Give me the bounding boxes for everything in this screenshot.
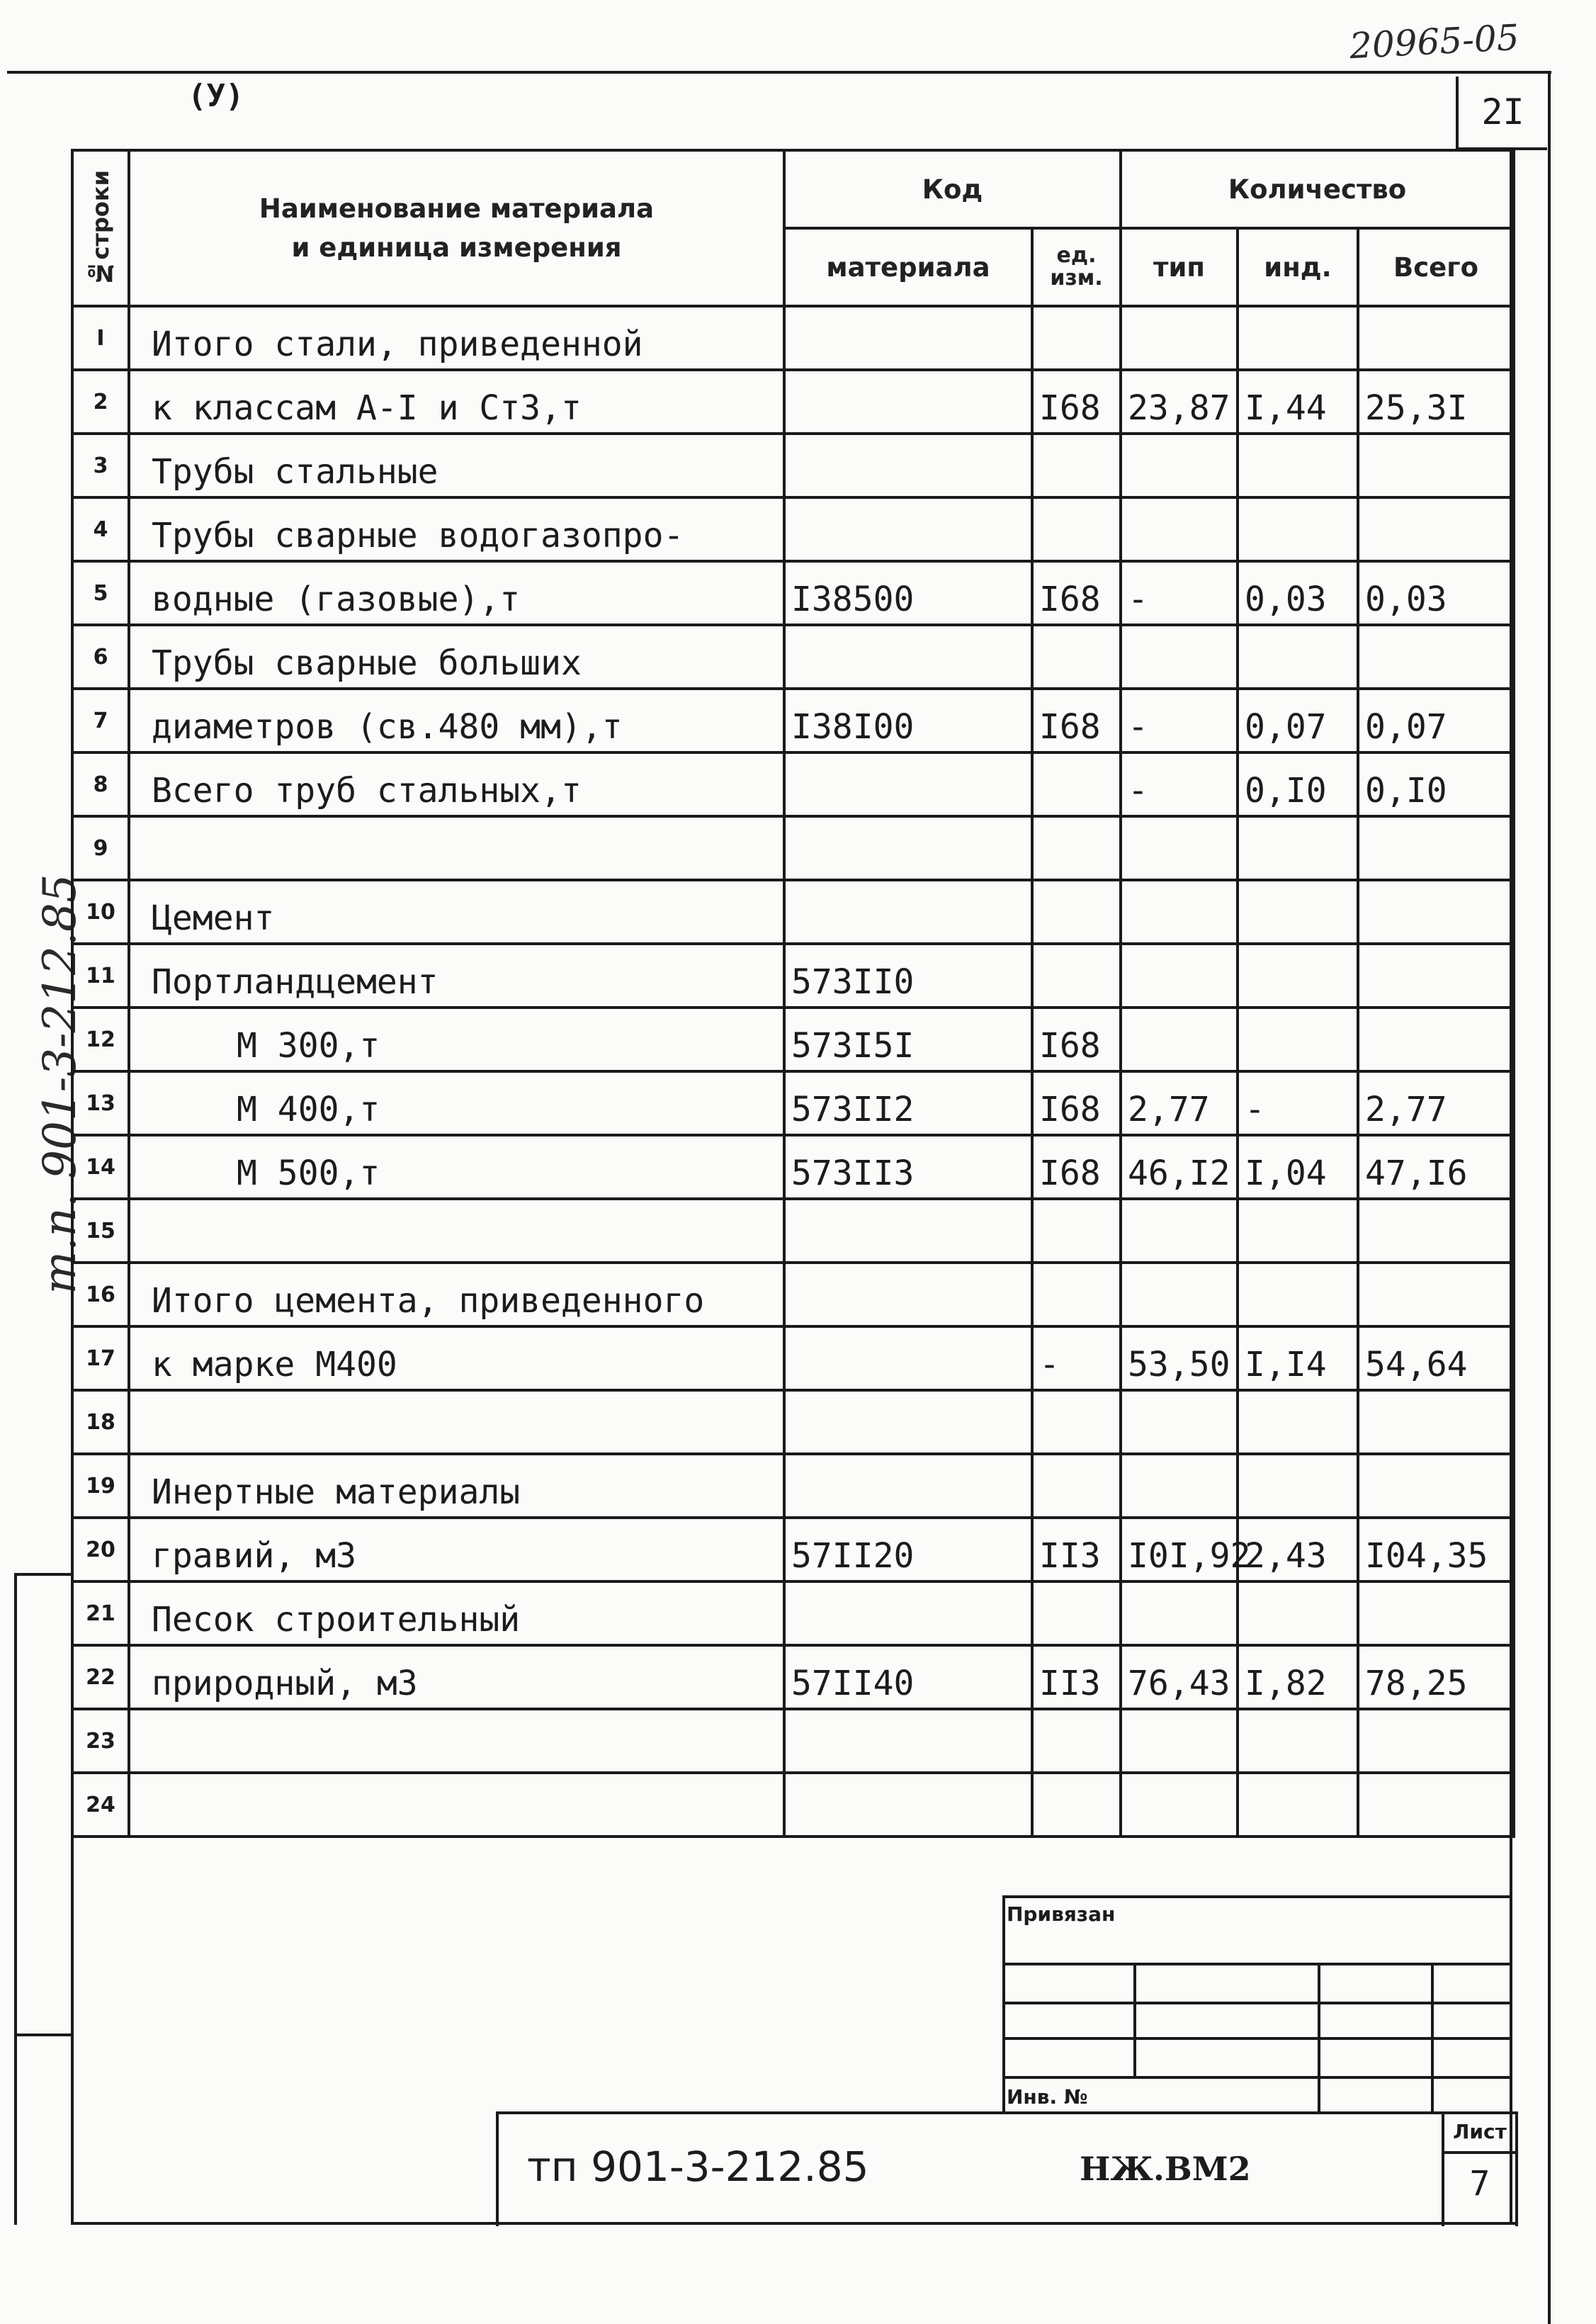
quantity-ind: I,44 — [1238, 370, 1358, 434]
material-name — [129, 1773, 784, 1837]
quantity-type: - — [1121, 689, 1238, 752]
quantity-total: 0,07 — [1358, 689, 1514, 752]
material-name: диаметров (св.480 мм),т — [129, 689, 784, 752]
material-name: к классам А-I и Ст3,т — [129, 370, 784, 434]
sheet-number: 7 — [1469, 2164, 1490, 2204]
quantity-total — [1358, 1263, 1514, 1326]
material-code — [784, 370, 1032, 434]
quantity-type — [1121, 880, 1238, 944]
quantity-type — [1121, 944, 1238, 1008]
unit-code — [1032, 625, 1121, 689]
unit-code: I68 — [1032, 1135, 1121, 1199]
row-number: 16 — [72, 1263, 129, 1326]
table-row — [72, 561, 1514, 625]
quantity-total — [1358, 1008, 1514, 1071]
unit-code — [1032, 1199, 1121, 1263]
material-code — [784, 1390, 1032, 1454]
header-unit: ед. изм. — [1032, 228, 1121, 306]
material-name: М 500,т — [129, 1135, 784, 1199]
quantity-type — [1121, 1008, 1238, 1071]
unit-code — [1032, 497, 1121, 561]
quantity-ind: 2,43 — [1238, 1518, 1358, 1581]
quantity-type — [1121, 1263, 1238, 1326]
row-number: 23 — [72, 1709, 129, 1773]
quantity-total: 54,64 — [1358, 1326, 1514, 1390]
quantity-total — [1358, 1199, 1514, 1263]
quantity-total — [1358, 497, 1514, 561]
quantity-ind — [1238, 944, 1358, 1008]
row-number: 15 — [72, 1199, 129, 1263]
quantity-total — [1358, 816, 1514, 880]
material-code — [784, 752, 1032, 816]
unit-code — [1032, 434, 1121, 497]
quantity-ind: 0,I0 — [1238, 752, 1358, 816]
unit-code — [1032, 880, 1121, 944]
project-number: тп 901-3-212.85 — [527, 2143, 869, 2191]
table-row — [72, 1454, 1514, 1518]
table-row — [72, 752, 1514, 816]
unit-code: I68 — [1032, 1008, 1121, 1071]
material-code — [784, 1454, 1032, 1518]
unit-code — [1032, 1581, 1121, 1645]
table-row — [72, 1645, 1514, 1709]
row-number: 13 — [72, 1071, 129, 1135]
margin-box-line — [14, 1573, 17, 2225]
material-name: гравий, м3 — [129, 1518, 784, 1581]
material-name — [129, 1390, 784, 1454]
quantity-type — [1121, 1773, 1238, 1837]
quantity-ind — [1238, 306, 1358, 370]
table-row — [72, 689, 1514, 752]
material-name: Итого стали, приведенной — [129, 306, 784, 370]
inventory-number-label: Инв. № — [1007, 2085, 1088, 2109]
unit-code — [1032, 816, 1121, 880]
material-name: Трубы стальные — [129, 434, 784, 497]
row-number: 21 — [72, 1581, 129, 1645]
quantity-ind — [1238, 1263, 1358, 1326]
material-code — [784, 625, 1032, 689]
quantity-total: 25,3I — [1358, 370, 1514, 434]
quantity-total — [1358, 434, 1514, 497]
table-row — [72, 1390, 1514, 1454]
material-name: к марке М400 — [129, 1326, 784, 1390]
quantity-ind: I,04 — [1238, 1135, 1358, 1199]
unit-code — [1032, 306, 1121, 370]
table-row — [72, 370, 1514, 434]
row-number: 8 — [72, 752, 129, 816]
header-quantity: Количество — [1121, 150, 1514, 228]
quantity-ind — [1238, 1390, 1358, 1454]
title-block — [496, 2111, 1518, 2226]
quantity-type: 76,43 — [1121, 1645, 1238, 1709]
quantity-total — [1358, 944, 1514, 1008]
row-number: 9 — [72, 816, 129, 880]
quantity-total — [1358, 1581, 1514, 1645]
row-number: 14 — [72, 1135, 129, 1199]
quantity-ind — [1238, 816, 1358, 880]
material-name: М 400,т — [129, 1071, 784, 1135]
table-row — [72, 1518, 1514, 1581]
material-code: 573II3 — [784, 1135, 1032, 1199]
quantity-total — [1358, 306, 1514, 370]
header-name — [129, 150, 784, 306]
quantity-type: 53,50 — [1121, 1326, 1238, 1390]
row-number: 2 — [72, 370, 129, 434]
table-row — [72, 1199, 1514, 1263]
material-code — [784, 434, 1032, 497]
quantity-total: 78,25 — [1358, 1645, 1514, 1709]
row-number: 12 — [72, 1008, 129, 1071]
quantity-ind — [1238, 880, 1358, 944]
table-row — [72, 1773, 1514, 1837]
material-code: 57II40 — [784, 1645, 1032, 1709]
table-row — [72, 434, 1514, 497]
margin-box-line — [14, 1573, 74, 1576]
quantity-type: 46,I2 — [1121, 1135, 1238, 1199]
binding-label: Привязан — [1007, 1902, 1116, 1926]
unit-code: II3 — [1032, 1645, 1121, 1709]
unit-code — [1032, 1709, 1121, 1773]
row-number: I — [72, 306, 129, 370]
header-name-line1: Наименование материала — [259, 193, 655, 224]
unit-code: I68 — [1032, 1071, 1121, 1135]
table-row — [72, 880, 1514, 944]
quantity-total — [1358, 625, 1514, 689]
quantity-total: I04,35 — [1358, 1518, 1514, 1581]
quantity-type — [1121, 1709, 1238, 1773]
row-number: 4 — [72, 497, 129, 561]
material-code — [784, 1199, 1032, 1263]
quantity-ind: 0,07 — [1238, 689, 1358, 752]
row-number: 19 — [72, 1454, 129, 1518]
marker-label: (У) — [188, 78, 244, 114]
material-code: I38I00 — [784, 689, 1032, 752]
row-number: 11 — [72, 944, 129, 1008]
row-number: 20 — [72, 1518, 129, 1581]
table-row — [72, 944, 1514, 1008]
row-number: 7 — [72, 689, 129, 752]
unit-code: I68 — [1032, 561, 1121, 625]
header-material: материала — [784, 228, 1032, 306]
material-code: I38500 — [784, 561, 1032, 625]
material-code — [784, 816, 1032, 880]
material-name — [129, 1199, 784, 1263]
material-code: 573I5I — [784, 1008, 1032, 1071]
binding-stamp — [1002, 1895, 1512, 2111]
material-name: Портландцемент — [129, 944, 784, 1008]
quantity-total — [1358, 1454, 1514, 1518]
quantity-type: 23,87 — [1121, 370, 1238, 434]
materials-table — [71, 149, 1515, 1838]
sheet-cell — [1442, 2114, 1515, 2226]
quantity-total — [1358, 1390, 1514, 1454]
quantity-type — [1121, 1581, 1238, 1645]
frame-right-line — [1548, 71, 1551, 2324]
quantity-type — [1121, 816, 1238, 880]
table-row — [72, 1008, 1514, 1071]
quantity-type — [1121, 497, 1238, 561]
unit-code: II3 — [1032, 1518, 1121, 1581]
margin-box-line — [14, 2034, 74, 2036]
quantity-total — [1358, 1709, 1514, 1773]
table-row — [72, 1263, 1514, 1326]
table-row — [72, 1581, 1514, 1645]
quantity-ind — [1238, 1199, 1358, 1263]
quantity-type — [1121, 1390, 1238, 1454]
material-name: Итого цемента, приведенного — [129, 1263, 784, 1326]
quantity-ind — [1238, 625, 1358, 689]
unit-code — [1032, 944, 1121, 1008]
row-number: 17 — [72, 1326, 129, 1390]
quantity-total: 0,03 — [1358, 561, 1514, 625]
material-name: Цемент — [129, 880, 784, 944]
material-name: Инертные материалы — [129, 1454, 784, 1518]
quantity-ind: I,82 — [1238, 1645, 1358, 1709]
material-name: Трубы сварные больших — [129, 625, 784, 689]
material-code — [784, 1773, 1032, 1837]
quantity-total — [1358, 1773, 1514, 1837]
material-name: Всего труб стальных,т — [129, 752, 784, 816]
header-row-no: №строки — [72, 150, 129, 306]
material-name: природный, м3 — [129, 1645, 784, 1709]
quantity-total — [1358, 880, 1514, 944]
unit-code — [1032, 1773, 1121, 1837]
table-row — [72, 816, 1514, 880]
quantity-ind: I,I4 — [1238, 1326, 1358, 1390]
material-name: Песок строительный — [129, 1581, 784, 1645]
material-code — [784, 1709, 1032, 1773]
unit-code — [1032, 752, 1121, 816]
material-code — [784, 880, 1032, 944]
quantity-type — [1121, 434, 1238, 497]
quantity-ind — [1238, 497, 1358, 561]
material-name: М 300,т — [129, 1008, 784, 1071]
unit-code: I68 — [1032, 689, 1121, 752]
unit-code — [1032, 1454, 1121, 1518]
row-number: 10 — [72, 880, 129, 944]
quantity-type — [1121, 625, 1238, 689]
material-code: 573II0 — [784, 944, 1032, 1008]
quantity-type — [1121, 1454, 1238, 1518]
document-code: НЖ.ВМ2 — [1080, 2150, 1251, 2188]
material-code: 57II20 — [784, 1518, 1032, 1581]
header-type: тип — [1121, 228, 1238, 306]
row-number: 24 — [72, 1773, 129, 1837]
material-name — [129, 1709, 784, 1773]
quantity-ind — [1238, 1773, 1358, 1837]
table-row — [72, 306, 1514, 370]
material-name — [129, 816, 784, 880]
material-name: Трубы сварные водогазопро- — [129, 497, 784, 561]
frame-top-line — [7, 71, 1551, 74]
header-total: Всего — [1358, 228, 1514, 306]
table-row — [72, 1326, 1514, 1390]
table-row — [72, 497, 1514, 561]
unit-code: - — [1032, 1326, 1121, 1390]
header-ind: инд. — [1238, 228, 1358, 306]
row-number: 6 — [72, 625, 129, 689]
quantity-type: - — [1121, 752, 1238, 816]
row-number: 18 — [72, 1390, 129, 1454]
quantity-total: 2,77 — [1358, 1071, 1514, 1135]
quantity-type — [1121, 1199, 1238, 1263]
side-stamp-text: т.п. 901-3-212.85 — [34, 874, 86, 1294]
sheet-label: Лист — [1453, 2120, 1507, 2143]
quantity-ind — [1238, 1709, 1358, 1773]
header-code: Код — [784, 150, 1121, 228]
page-number: 2I — [1456, 77, 1547, 150]
quantity-ind — [1238, 1454, 1358, 1518]
table-row — [72, 625, 1514, 689]
row-number: 22 — [72, 1645, 129, 1709]
material-code — [784, 497, 1032, 561]
material-name: водные (газовые),т — [129, 561, 784, 625]
quantity-total: 47,I6 — [1358, 1135, 1514, 1199]
unit-code — [1032, 1390, 1121, 1454]
material-code — [784, 1263, 1032, 1326]
quantity-ind — [1238, 1581, 1358, 1645]
material-code — [784, 1326, 1032, 1390]
row-number: 5 — [72, 561, 129, 625]
quantity-ind: - — [1238, 1071, 1358, 1135]
quantity-type: I0I,92 — [1121, 1518, 1238, 1581]
quantity-ind: 0,03 — [1238, 561, 1358, 625]
material-code — [784, 1581, 1032, 1645]
material-code: 573II2 — [784, 1071, 1032, 1135]
quantity-type: - — [1121, 561, 1238, 625]
unit-code: I68 — [1032, 370, 1121, 434]
table-row — [72, 1709, 1514, 1773]
document-number: 20965-05 — [1348, 16, 1520, 67]
quantity-type: 2,77 — [1121, 1071, 1238, 1135]
row-number: 3 — [72, 434, 129, 497]
unit-code — [1032, 1263, 1121, 1326]
table-row — [72, 1071, 1514, 1135]
header-name-line2: и единица измерения — [291, 232, 622, 263]
quantity-ind — [1238, 1008, 1358, 1071]
quantity-type — [1121, 306, 1238, 370]
quantity-total: 0,I0 — [1358, 752, 1514, 816]
table-row — [72, 1135, 1514, 1199]
quantity-ind — [1238, 434, 1358, 497]
material-code — [784, 306, 1032, 370]
